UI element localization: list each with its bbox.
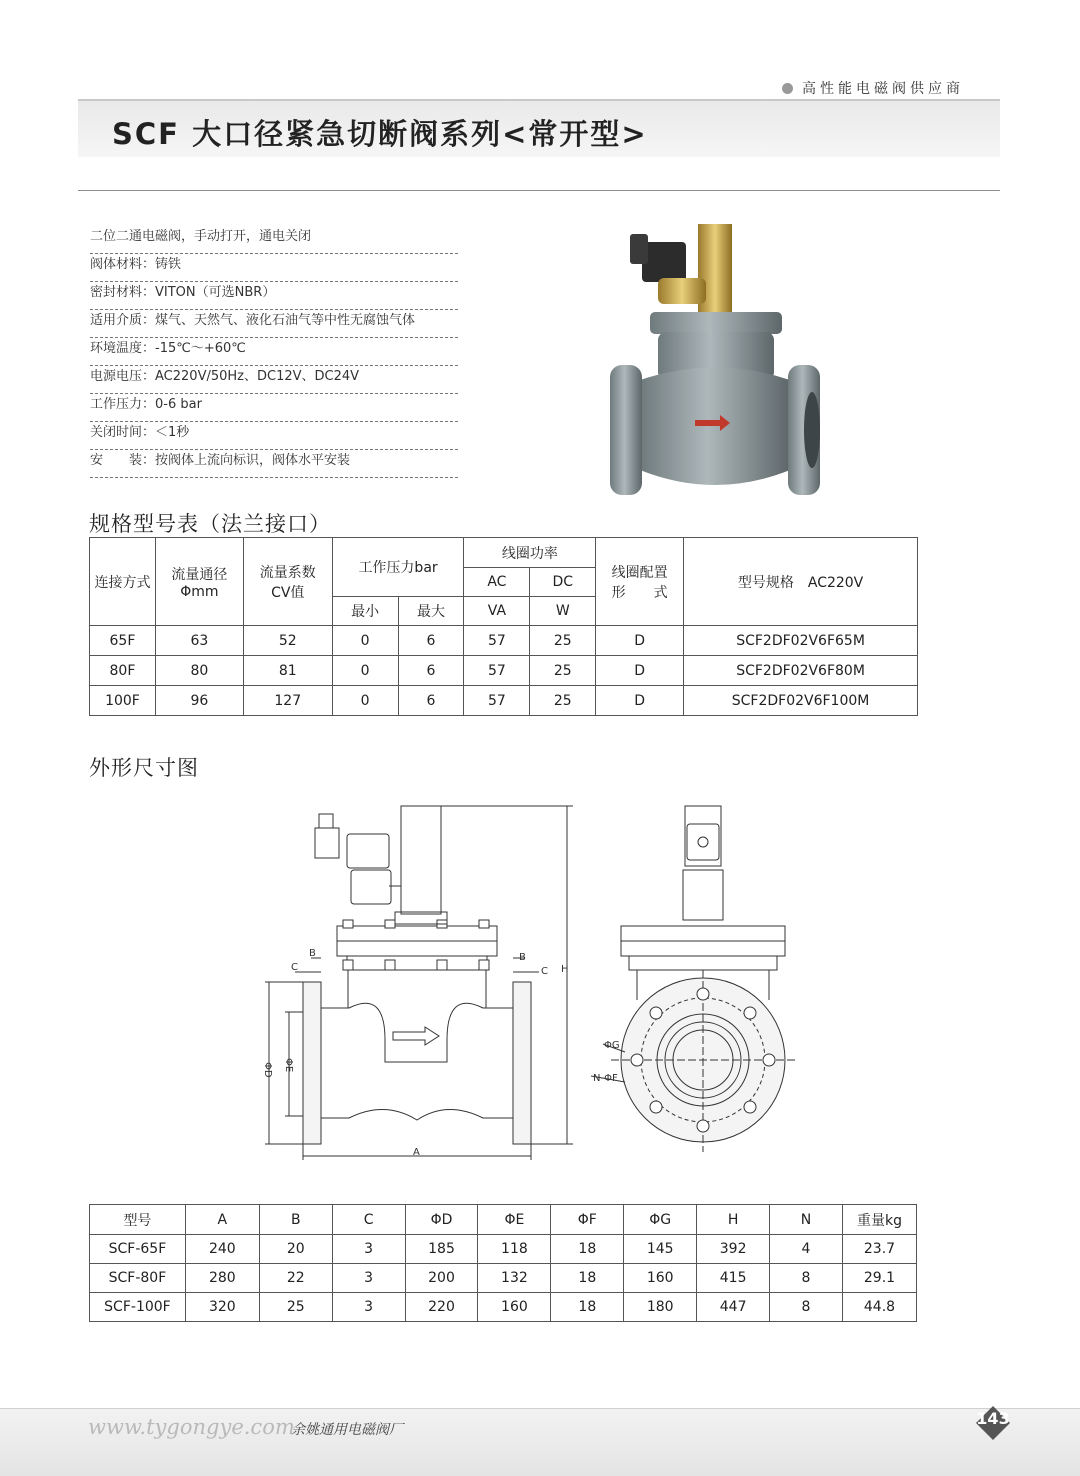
table-cell: D (596, 626, 684, 656)
divider (78, 190, 1000, 191)
table-row (90, 1293, 917, 1322)
table-cell: 23.7 (842, 1235, 916, 1264)
table-cell: SCF2DF02V6F80M (684, 656, 918, 686)
th-pressure: 工作压力bar (332, 538, 464, 597)
spec-value: AC220V/50Hz、DC12V、DC24V (155, 369, 360, 384)
spec-row (90, 282, 458, 310)
footer-website: www.tygongye.com (88, 1415, 295, 1439)
table-cell: 240 (185, 1235, 259, 1264)
th-flow: 流量系数 CV值 (243, 538, 332, 626)
table-cell: 20 (259, 1235, 332, 1264)
table-cell: D (596, 656, 684, 686)
table-header-cell: ΦG (624, 1205, 697, 1235)
table-cell: 63 (155, 626, 243, 656)
spec-value: 煤气、天然气、液化石油气等中性无腐蚀气体 (155, 313, 416, 328)
table-cell: 57 (464, 656, 530, 686)
table-cell: 0 (332, 626, 398, 656)
table-header-cell: ΦF (551, 1205, 624, 1235)
table-cell: 100F (90, 686, 156, 716)
table-header-cell: 型号 (90, 1205, 186, 1235)
table-cell: 52 (243, 626, 332, 656)
spec-value: VITON（可选NBR） (155, 285, 276, 300)
table-cell: 8 (770, 1293, 843, 1322)
table-cell: 18 (551, 1293, 624, 1322)
spec-row (90, 366, 458, 394)
table-cell: 0 (332, 686, 398, 716)
dimension-table (89, 1204, 917, 1322)
table-cell: 81 (243, 656, 332, 686)
table-cell: 80F (90, 656, 156, 686)
table-row (90, 626, 918, 656)
table-header-cell: C (332, 1205, 405, 1235)
dim-label-c-right: C (541, 966, 548, 977)
table-cell: 22 (259, 1264, 332, 1293)
table-cell: 25 (259, 1293, 332, 1322)
spec-row (90, 310, 458, 338)
th-min: 最小 (332, 597, 398, 626)
drawing-title: 外形尺寸图 (89, 756, 199, 780)
spec-label: 适用介质： (90, 313, 156, 328)
spec-row (90, 422, 458, 450)
table-cell: 29.1 (842, 1264, 916, 1293)
table-cell: 96 (155, 686, 243, 716)
table-cell: 3 (332, 1293, 405, 1322)
table-cell: 118 (478, 1235, 551, 1264)
spec-value: 0-6 bar (155, 397, 202, 412)
table-row (90, 656, 918, 686)
spec-row (90, 450, 458, 478)
page-number: 143 (976, 1409, 1010, 1428)
table-cell: 160 (478, 1293, 551, 1322)
table-cell: 6 (398, 626, 464, 656)
spec-value: 铸铁 (155, 257, 182, 272)
header-tagline (782, 78, 964, 98)
side-view (265, 806, 573, 1160)
footer-company: 余姚通用电磁阀厂 (291, 1422, 403, 1438)
th-model: 型号规格 AC220V (684, 538, 918, 626)
table-header-cell: A (185, 1205, 259, 1235)
table-cell: 3 (332, 1264, 405, 1293)
th-ac: AC (464, 568, 530, 597)
table-cell: 200 (405, 1264, 478, 1293)
th-coil-power: 线圈功率 (464, 538, 596, 568)
table-header-cell: N (770, 1205, 843, 1235)
spec-row (90, 226, 458, 254)
dim-label-a: A (413, 1147, 420, 1158)
table-cell: 220 (405, 1293, 478, 1322)
table-cell: 65F (90, 626, 156, 656)
spec-value: ＜1秒 (155, 425, 190, 440)
th-max: 最大 (398, 597, 464, 626)
th-w: W (530, 597, 596, 626)
table-cell: 320 (185, 1293, 259, 1322)
table-cell: 4 (770, 1235, 843, 1264)
dim-label-e: ΦE (283, 1058, 294, 1073)
dim-label-g: ΦG (604, 1040, 620, 1051)
table-header-row (90, 1205, 917, 1235)
table-cell: 57 (464, 686, 530, 716)
table-cell: 0 (332, 656, 398, 686)
spec-value: -15℃～+60℃ (155, 341, 246, 356)
table-cell: 80 (155, 656, 243, 686)
table-cell: 415 (697, 1264, 770, 1293)
bullet-dot-icon (782, 83, 793, 94)
table-cell: 280 (185, 1264, 259, 1293)
table-cell: SCF2DF02V6F100M (684, 686, 918, 716)
table-cell: 18 (551, 1235, 624, 1264)
th-diameter: 流量通径 Φmm (155, 538, 243, 626)
table-cell: 392 (697, 1235, 770, 1264)
valve-product-photo (600, 220, 830, 510)
table-cell: 145 (624, 1235, 697, 1264)
table-cell: 57 (464, 626, 530, 656)
table-header-cell: B (259, 1205, 332, 1235)
front-view (591, 806, 795, 1152)
table-cell: 25 (530, 656, 596, 686)
table-row (90, 1264, 917, 1293)
table-cell: 127 (243, 686, 332, 716)
spec-label: 安 装： (90, 453, 156, 468)
tagline-text: 高性能电磁阀供应商 (802, 81, 964, 97)
table-row (90, 1235, 917, 1264)
th-dc: DC (530, 568, 596, 597)
spec-table (89, 537, 918, 716)
dim-label-h: H (561, 964, 569, 975)
th-va: VA (464, 597, 530, 626)
table-cell: 3 (332, 1235, 405, 1264)
table-cell: 185 (405, 1235, 478, 1264)
table-cell: 160 (624, 1264, 697, 1293)
th-coil-config: 线圈配置 形 式 (596, 538, 684, 626)
spec-row (90, 254, 458, 282)
table-cell: D (596, 686, 684, 716)
table-cell: 132 (478, 1264, 551, 1293)
table-cell: 25 (530, 686, 596, 716)
dim-label-d: ΦD (262, 1062, 273, 1078)
table-header-cell: H (697, 1205, 770, 1235)
table-cell: 44.8 (842, 1293, 916, 1322)
spec-label: 阀体材料： (90, 257, 156, 272)
table-cell: 180 (624, 1293, 697, 1322)
table-row (90, 686, 918, 716)
table-cell: 8 (770, 1264, 843, 1293)
table-cell: 25 (530, 626, 596, 656)
dim-label-b-right: B (519, 952, 526, 963)
spec-label: 工作压力： (90, 397, 156, 412)
dim-label-b-left: B (309, 948, 316, 959)
page-title: SCF 大口径紧急切断阀系列<常开型> (112, 117, 648, 151)
table-cell: SCF2DF02V6F65M (684, 626, 918, 656)
spec-label: 二位二通电磁阀，手动打开，通电关闭 (90, 229, 312, 244)
spec-row (90, 394, 458, 422)
spec-label: 关闭时间： (90, 425, 156, 440)
table-header-cell: ΦE (478, 1205, 551, 1235)
spec-label: 电源电压： (90, 369, 156, 384)
spec-value: 按阀体上流向标识，阀体水平安装 (155, 453, 351, 468)
table-cell: 18 (551, 1264, 624, 1293)
spec-table-title: 规格型号表（法兰接口） (89, 512, 331, 536)
table-cell: 447 (697, 1293, 770, 1322)
spec-label: 密封材料： (90, 285, 156, 300)
spec-list (90, 226, 458, 478)
table-cell: SCF-100F (90, 1293, 186, 1322)
table-cell: 6 (398, 686, 464, 716)
spec-label: 环境温度： (90, 341, 156, 356)
dim-label-nf: N-ΦF (593, 1073, 618, 1084)
spec-row (90, 338, 458, 366)
table-cell: SCF-65F (90, 1235, 186, 1264)
dim-label-c-left: C (291, 962, 298, 973)
table-header-cell: ΦD (405, 1205, 478, 1235)
dimension-drawing (255, 800, 815, 1162)
table-cell: SCF-80F (90, 1264, 186, 1293)
table-header-cell: 重量kg (842, 1205, 916, 1235)
table-cell: 6 (398, 656, 464, 686)
th-connection: 连接方式 (90, 538, 156, 626)
